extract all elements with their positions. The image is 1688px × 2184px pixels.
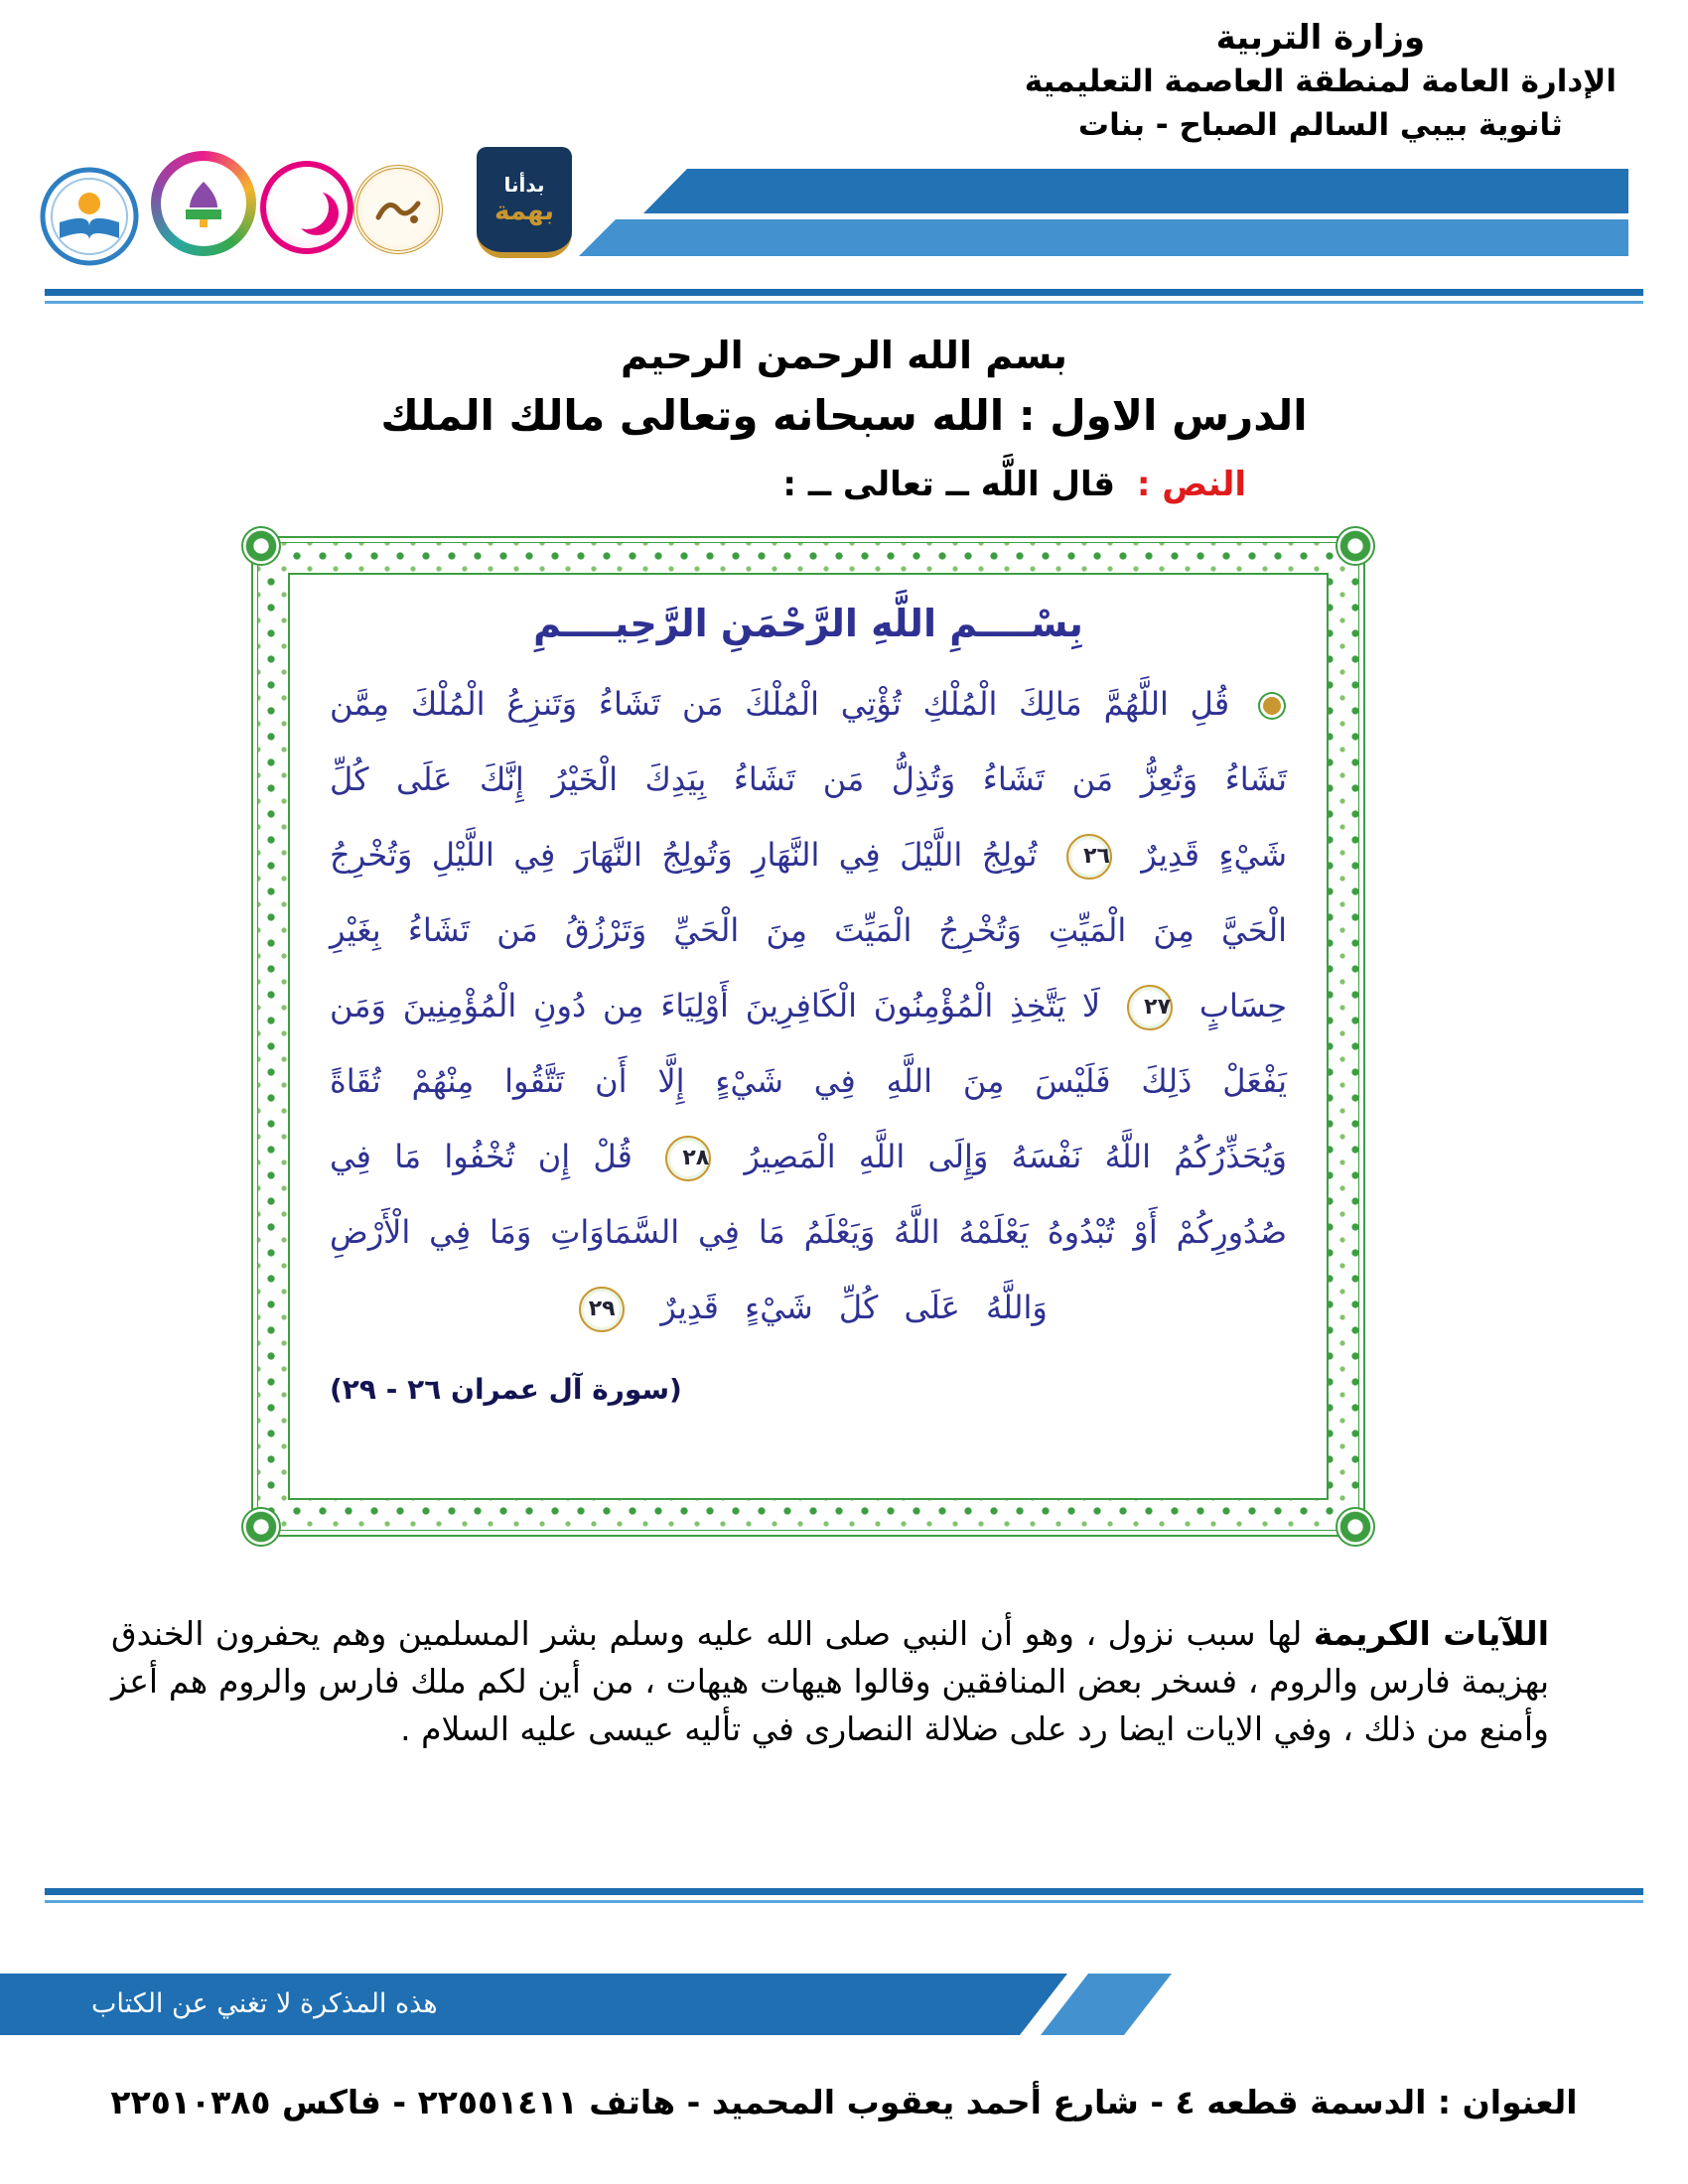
header-bar-secondary — [579, 219, 1628, 256]
corner-rosette-icon — [241, 1507, 281, 1547]
footer-address: العنوان : الدسمة قطعه ٤ - شارع أحمد يعقوب المحميد - هاتف ٢٢٥٥١٤١١ - فاكس ٢٢٥١٠٣٨٥ — [110, 2083, 1578, 2121]
directorate-name: الإدارة العامة لمنطقة العاصمة التعليمية — [1024, 64, 1617, 99]
quran-line — [330, 968, 1287, 1043]
pink-badge-logo — [260, 161, 353, 254]
footer-note-bar-accent — [1041, 1974, 1172, 2035]
footer-note: هذه المذكرة لا تغني عن الكتاب — [91, 1988, 438, 2019]
quran-line — [330, 742, 1287, 817]
quran-text-segment: وَيُحَذِّرُكُمُ اللَّهُ نَفْسَهُ وَإِلَى اللَّهِ الْمَصِيرُ — [744, 1138, 1288, 1175]
quran-text-segment: حِسَابٍ — [1198, 987, 1288, 1024]
explanation-body: لها سبب نزول ، وهو أن النبي صلى الله عليه وسلم بشر المسلمين وهم يحفرون الخندق بهزيمة فارس والروم ، فسخر بعض المنافقين وقالوا هيهات هيهات ، من أين لكم ملك فارس والروم هم أعز وأمنع من ذلك ، وفي الايات ايضا رد على ضلالة النصارى في تأليه عيسى عليه السلام . — [111, 1614, 1549, 1748]
quran-line — [330, 666, 1287, 742]
ornamental-border-band — [257, 542, 1359, 1531]
header-bar-primary — [643, 169, 1628, 213]
mosque-icon — [161, 161, 246, 246]
education-department-logo — [151, 151, 256, 256]
crescent-icon — [285, 186, 329, 229]
basmala-title: بسم الله الرحمن الرحيم — [621, 334, 1067, 377]
aya-number-medallion: ٢٨ — [665, 1136, 711, 1181]
quran-text-segment: شَيْءٍ قَدِيرٌ — [1141, 836, 1288, 874]
quran-text-segment: تَشَاءُ وَتُعِزُّ مَن تَشَاءُ وَتُذِلُّ مَن تَشَاءُ بِيَدِكَ الْخَيْرُ إِنَّكَ عَلَى كُلِّ — [330, 760, 1287, 798]
quran-text-segment: يَفْعَلْ ذَلِكَ فَلَيْسَ مِنَ اللَّهِ فِي شَيْءٍ إِلَّا أَن تَتَّقُوا مِنْهُمْ تُقَاةً — [330, 1062, 1287, 1100]
corner-rosette-icon — [1336, 526, 1375, 566]
text-intro-line — [782, 465, 1246, 504]
corner-rosette-icon — [1336, 1507, 1375, 1547]
verse-start-ornament-icon — [1263, 697, 1281, 715]
aya-number-medallion: ٢٦ — [1066, 834, 1112, 880]
surah-source-caption: (سورة آل عمران ٢٦ - ٢٩) — [330, 1373, 682, 1406]
quran-line — [330, 1270, 1287, 1345]
ministry-name: وزارة التربية — [1215, 18, 1426, 58]
quran-line — [330, 1119, 1287, 1194]
bottom-divider-light — [45, 1900, 1643, 1903]
school-emblem-logo — [40, 167, 139, 266]
aya-number-medallion: ٢٧ — [1127, 985, 1173, 1030]
lesson-title: الدرس الاول : الله سبحانه وتعالى مالك الملك — [380, 391, 1308, 440]
quran-text-panel — [288, 573, 1329, 1500]
quran-text-segment: قُلْ إِن تُخْفُوا مَا فِي — [330, 1138, 633, 1175]
explanation-paragraph — [111, 1610, 1549, 1753]
quran-text-segment: قُلِ اللَّهُمَّ مَالِكَ الْمُلْكِ تُؤْتِي الْمُلْكَ مَن تَشَاءُ وَتَنزِعُ الْمُلْكَ مِمَّن — [330, 685, 1230, 723]
initiative-word-top: بدأنا — [503, 173, 545, 197]
quran-line — [330, 1194, 1287, 1270]
letterhead — [1025, 16, 1617, 147]
explanation-lead: اللآيات الكريمة — [1313, 1614, 1550, 1653]
top-divider-dark — [45, 289, 1643, 296]
quran-frame — [251, 536, 1365, 1537]
gold-calligraphy-logo — [353, 165, 443, 254]
quran-line — [330, 1043, 1287, 1119]
quran-text-segment: صُدُورِكُمْ أَوْ تُبْدُوهُ يَعْلَمْهُ اللَّهُ وَيَعْلَمُ مَا فِي السَّمَاوَاتِ وَمَا فِي الْأَرْضِ — [330, 1213, 1287, 1251]
quran-text-segment: الْحَيَّ مِنَ الْمَيِّتِ وَتُخْرِجُ الْمَيِّتَ مِنَ الْحَيِّ وَتَرْزُقُ مَن تَشَاءُ بِغَيْرِ — [330, 911, 1287, 949]
bottom-divider-dark — [45, 1888, 1643, 1895]
initiative-logo — [477, 147, 572, 258]
calligraphy-icon — [368, 180, 428, 239]
quran-text-segment: تُولِجُ اللَّيْلَ فِي النَّهَارِ وَتُولِجُ النَّهَارَ فِي اللَّيْلِ وَتُخْرِجُ — [330, 836, 1038, 874]
quran-line — [330, 817, 1287, 892]
quran-text-segment: وَاللَّهُ عَلَى كُلِّ شَيْءٍ قَدِيرٌ — [660, 1289, 1048, 1326]
quran-bismillah: بِسْــــمِ اللَّهِ الرَّحْمَنِ الرَّحِيــــمِ — [533, 602, 1083, 645]
top-divider-light — [45, 301, 1643, 304]
aya-number-medallion: ٢٩ — [579, 1287, 625, 1332]
quran-lines — [330, 666, 1287, 1345]
text-label: النص : — [1136, 465, 1246, 504]
corner-rosette-icon — [241, 526, 281, 566]
school-emblem-icon — [40, 167, 139, 266]
school-name: ثانوية بيبي السالم الصباح - بنات — [1077, 107, 1563, 143]
text-intro: قال اللَّه ــ تعالى ــ : — [782, 465, 1116, 504]
initiative-word-bottom: بهمة — [493, 197, 555, 226]
quran-line — [330, 892, 1287, 968]
quran-text-segment: لَا يَتَّخِذِ الْمُؤْمِنُونَ الْكَافِرِينَ أَوْلِيَاءَ مِن دُونِ الْمُؤْمِنِينَ وَمَن — [330, 987, 1101, 1024]
